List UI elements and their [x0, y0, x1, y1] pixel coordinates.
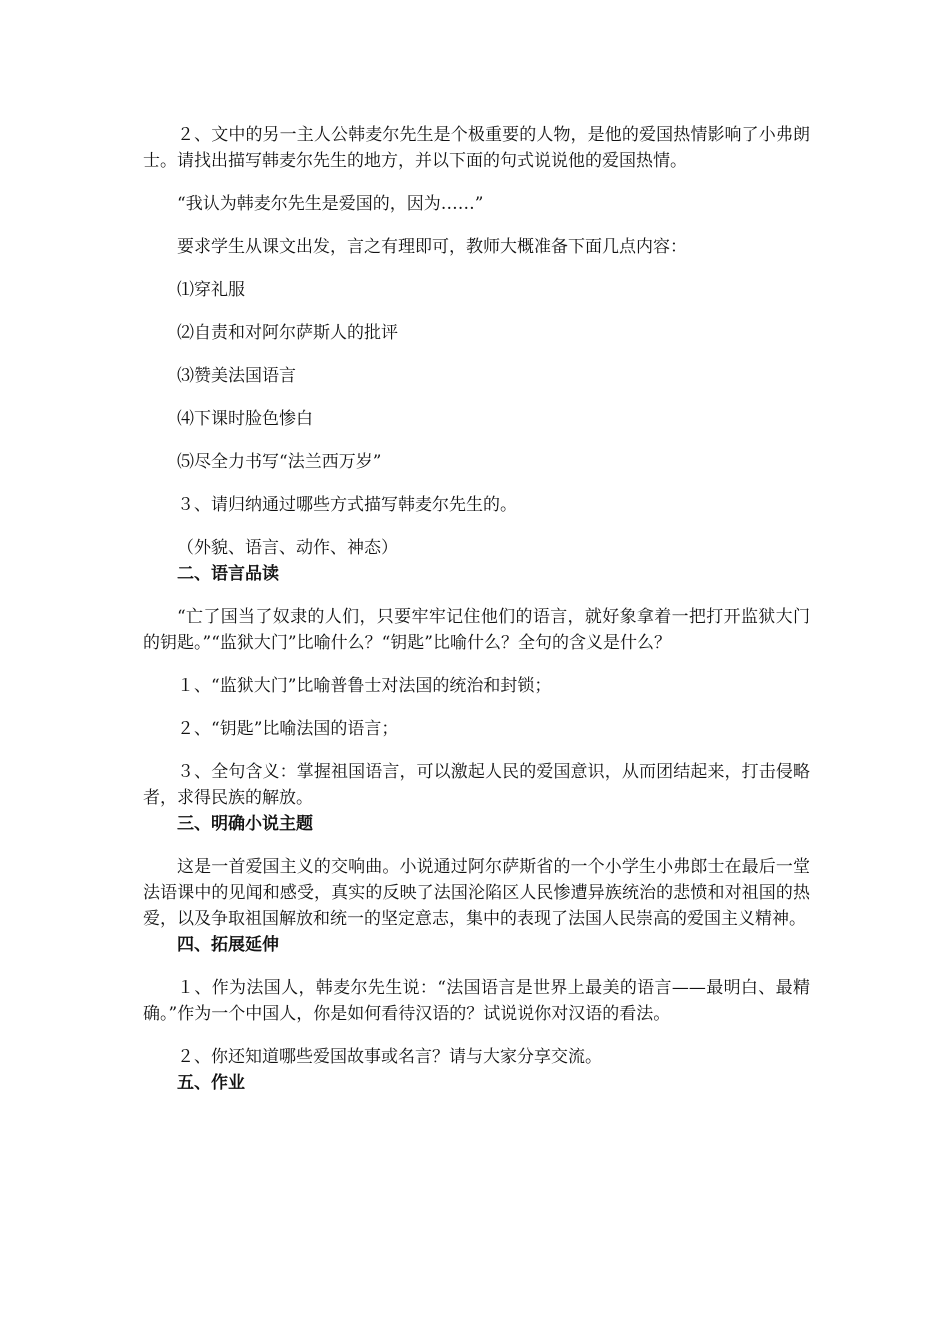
paragraph-extension-2: ２、你还知道哪些爱国故事或名言？请与大家分享交流。: [177, 1047, 602, 1067]
paragraph-answer-key: ２、“钥匙”比喻法国的语言；: [177, 719, 399, 739]
section-heading-extension: 四、拓展延伸: [177, 935, 279, 955]
section-heading-theme: 三、明确小说主题: [177, 814, 313, 834]
paragraph-question-3: ３、请归纳通过哪些方式描写韩麦尔先生的。: [177, 495, 517, 515]
list-item-1: ⑴穿礼服: [177, 280, 245, 300]
paragraph-answer-3: （外貌、语言、动作、神态）: [177, 538, 398, 558]
paragraph-answer-prison-door: １、“监狱大门”比喻普鲁士对法国的统治和封锁；: [177, 676, 552, 696]
paragraph-teacher-note: 要求学生从课文出发，言之有理即可，教师大概准备下面几点内容：: [177, 237, 687, 257]
section-heading-homework: 五、作业: [177, 1073, 245, 1093]
paragraph-answer-meaning: ３、全句含义：掌握祖国语言，可以激起人民的爱国意识，从而团结起来，打击侵略者，求得民族的解放。: [143, 762, 810, 808]
paragraph-sentence-pattern: “我认为韩麦尔先生是爱国的，因为……”: [177, 194, 484, 214]
list-item-2: ⑵自责和对阿尔萨斯人的批评: [177, 323, 398, 343]
paragraph-extension-1: １、作为法国人，韩麦尔先生说：“法国语言是世界上最美的语言——最明白、最精确。”作为一个中国人，你是如何看待汉语的？试说说你对汉语的看法。: [143, 978, 810, 1024]
section-heading-language: 二、语言品读: [177, 564, 279, 584]
list-item-5: ⑸尽全力书写“法兰西万岁”: [177, 452, 382, 472]
document-body: [143, 122, 810, 1096]
paragraph-theme: 这是一首爱国主义的交响曲。小说通过阿尔萨斯省的一个小学生小弗郎士在最后一堂法语课中的见闻和感受，真实的反映了法国沦陷区人民惨遭异族统治的悲愤和对祖国的热爱，以及争取祖国解放和统一的坚定意志，集中的表现了法国人民崇高的爱国主义精神。: [143, 857, 810, 929]
paragraph-question-2: ２、文中的另一主人公韩麦尔先生是个极重要的人物，是他的爱国热情影响了小弗朗士。请找出描写韩麦尔先生的地方，并以下面的句式说说他的爱国热情。: [143, 125, 810, 171]
list-item-4: ⑷下课时脸色惨白: [177, 409, 313, 429]
list-item-3: ⑶赞美法国语言: [177, 366, 296, 386]
paragraph-quote: “亡了国当了奴隶的人们，只要牢牢记住他们的语言，就好象拿着一把打开监狱大门的钥匙。”“监狱大门”比喻什么？“钥匙”比喻什么？全句的含义是什么？: [143, 607, 810, 653]
